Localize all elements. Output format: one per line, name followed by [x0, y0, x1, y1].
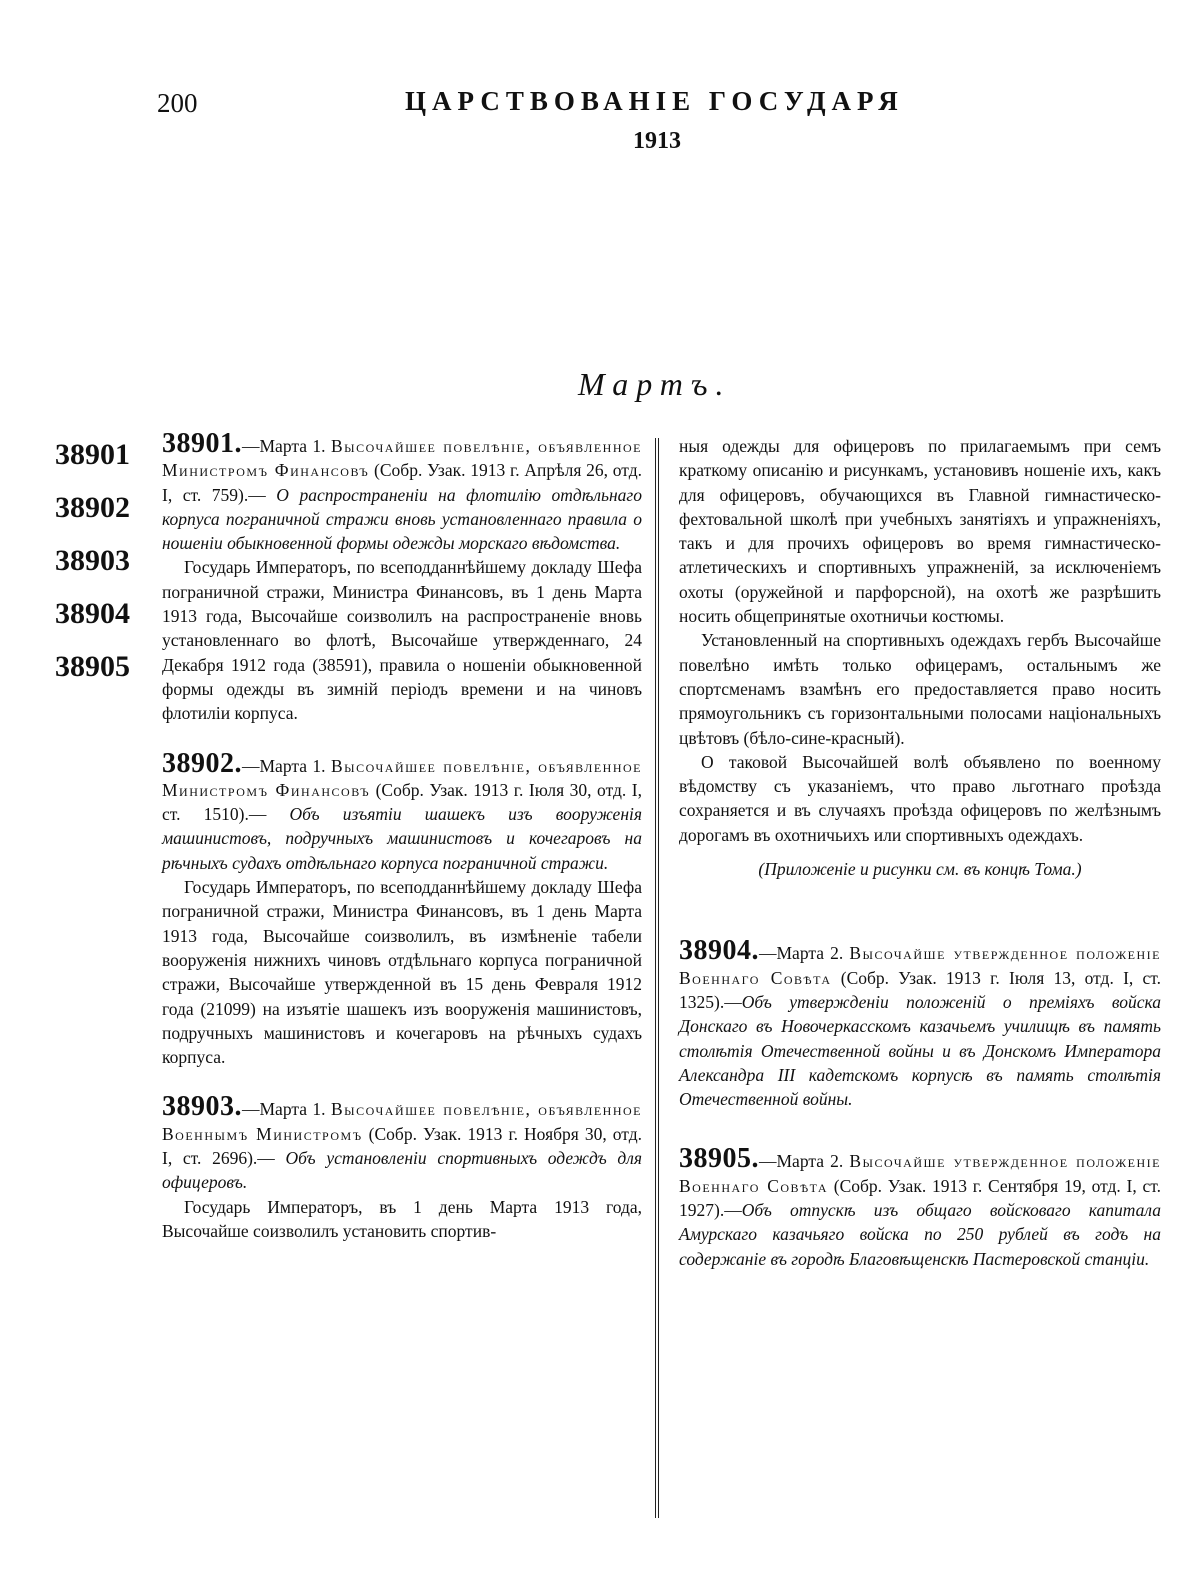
entry-body: Государь Императоръ, по всеподданнѣйшему докладу Шефа пограничной стражи, Министра Финансовъ, въ 1 день Марта 1913 года, Высочайше соизволилъ на распространеніе вновь установленнаго во флотѣ, Высочайше утвержденнаго, 24 Декабря 1912 года (38591), правила о ношеніи обыкновенной формы одежды въ зимній періодъ времени и на чиновъ флотиліи корпуса.: [162, 557, 642, 724]
entry-subject: О распространеніи на флотилію отдѣльнаго корпуса пограничной стражи вновь установленнаго правила о ношеніи обыкновенной формы одежды морскаго вѣдомства.: [162, 484, 642, 554]
entry-act: Высочайшее повелѣніе, объявленное Министромъ Финансовъ: [162, 436, 642, 481]
running-header-year: 1913: [633, 128, 681, 154]
entry-38901-heading: [162, 428, 642, 555]
entry-body: Государь Императоръ, по всеподданнѣйшему докладу Шефа пограничной стражи, Министра Финансовъ, въ 1 день Марта 1913 года, Высочайше соизволилъ, въ измѣненіе табели вооруженія нижнихъ чиновъ отдѣльнаго корпуса пограничной стражи, Высочайше утвержденной въ 15 день Февраля 1912 года (21099) на изъятіе шашекъ изъ вооруженія машинистовъ, подручныхъ машинистовъ и кочегаровъ на рѣчныхъ судахъ корпуса.: [162, 877, 642, 1068]
month-heading: Мартъ.: [578, 366, 732, 402]
entry-citation: (Собр. Узак. 1913 г. Апрѣля 26, отд. I, ст. 759).—: [162, 460, 642, 505]
entry-subject: Объ установленіи спортивныхъ одеждъ для офицеровъ.: [162, 1148, 642, 1193]
entry-subject: Объ отпускѣ изъ общаго войсковаго капитала Амурскаго казачьяго войска по 250 рублей въ годъ на содержаніе въ городѣ Благовѣщенскѣ Пастеровской станціи.: [679, 1200, 1161, 1269]
continuation-text: ныя одежды для офицеровъ по прилагаемымъ при семъ краткому описанію и рисункамъ, установивъ ношеніе ихъ, какъ для офицеровъ, обучающихся въ Главной гимнастическо-фехтовальной школѣ при учебныхъ занятіяхъ и упражненіяхъ, такъ и для прочихъ офицеровъ во время гимнастическо-атлетическихъ и спортивныхъ упражненій, за исключеніемъ охоты (оружейной и парфорсной), на охотѣ же разрѣшить носить общепринятые охотничьи костюмы.: [679, 436, 1161, 627]
entry-number: 38901.: [162, 428, 242, 459]
entry-38905-heading: [679, 1143, 1161, 1270]
entry-date: —Марта 2.: [759, 1151, 850, 1172]
entry-date: —Марта 1.: [242, 436, 331, 456]
right-column: [679, 434, 1161, 1271]
entry-38902-heading: [162, 747, 643, 875]
appendix-note: (Приложеніе и рисунки см. въ концѣ Тома.): [758, 859, 1082, 880]
entry-38904-heading: [679, 935, 1161, 1111]
continuation-text: О таковой Высочайшей волѣ объявлено по военному вѣдомству съ указаніемъ, что право льготнаго проѣзда сохраняется и въ случаяхъ проѣзда офицеровъ по желѣзнымъ дорогамъ въ охотничьихъ или спортивныхъ одеждахъ.: [679, 751, 1161, 845]
entry-act: Высочайше утвержденное положеніе Военнаго Совѣта: [679, 1151, 1161, 1196]
entry-subject: Объ утвержденіи положеній о преміяхъ войска Донскаго въ Новочеркасскомъ казачьемъ училищѣ въ память столѣтія Отечественной войны и въ Донскомъ Императора Александра III кадетскомъ корпусѣ въ память столѣтія Отечественной войны.: [679, 991, 1161, 1110]
entry-citation: (Собр. Узак. 1913 г. Сентября 19, отд. I, ст. 1927).—: [679, 1175, 1161, 1221]
left-column: [162, 428, 643, 1243]
margin-index: [55, 435, 160, 700]
entry-citation: (Собр. Узак. 1913 г. Ноября 30, отд. I, ст. 2696).—: [162, 1123, 642, 1169]
entry-number: 38903.: [162, 1091, 242, 1123]
entry-date: —Марта 1.: [242, 1099, 331, 1120]
entry-date: —Марта 2.: [759, 943, 850, 964]
running-header-title: ЦАРСТВОВАНІЕ ГОСУДАРЯ: [405, 86, 904, 116]
entry-act: Высочайшее повелѣніе, объявленное Министромъ Финансовъ: [162, 755, 642, 800]
page-number: 200: [157, 88, 198, 118]
margin-index-number: 38902: [55, 491, 130, 524]
continuation-text: Установленный на спортивныхъ одеждахъ гербъ Высочайше повелѣно имѣть только офицерамъ, остальнымъ же спортсменамъ взамѣнъ его предоставляется право носить прямоугольникъ съ горизонтальными полосами національныхъ цвѣтовъ (бѣло-сине-красный).: [679, 630, 1161, 748]
entry-act: Высочайшее повелѣніе, объявленное Военнымъ Министромъ: [162, 1099, 642, 1144]
entry-number: 38905.: [679, 1143, 759, 1175]
entry-number: 38904.: [679, 935, 759, 967]
entry-citation: (Собр. Узак. 1913 г. Іюля 13, отд. I, ст. 1325).—: [679, 967, 1161, 1012]
entry-date: —Марта 1.: [242, 755, 331, 776]
entry-subject: Объ изъятіи шашекъ изъ вооруженія машинистовъ, подручныхъ машинистовъ и кочегаровъ на рѣчныхъ судахъ отдѣльнаго корпуса пограничной стражи.: [162, 804, 643, 873]
margin-index-number: 38903: [55, 544, 130, 577]
entry-body: Государь Императоръ, въ 1 день Марта 1913 года, Высочайше соизволилъ установить спортив-: [162, 1196, 642, 1241]
entry-38903-heading: [162, 1091, 642, 1194]
entry-number: 38902.: [162, 747, 242, 779]
entry-citation: (Собр. Узак. 1913 г. Іюля 30, отд. I, ст. 1510).—: [162, 779, 642, 825]
entry-act: Высочайше утвержденное положеніе Военнаго Совѣта: [679, 943, 1161, 988]
column-divider: [655, 438, 659, 1518]
margin-index-number: 38901: [55, 438, 130, 471]
margin-index-number: 38905: [55, 650, 130, 683]
margin-index-number: 38904: [55, 597, 130, 630]
